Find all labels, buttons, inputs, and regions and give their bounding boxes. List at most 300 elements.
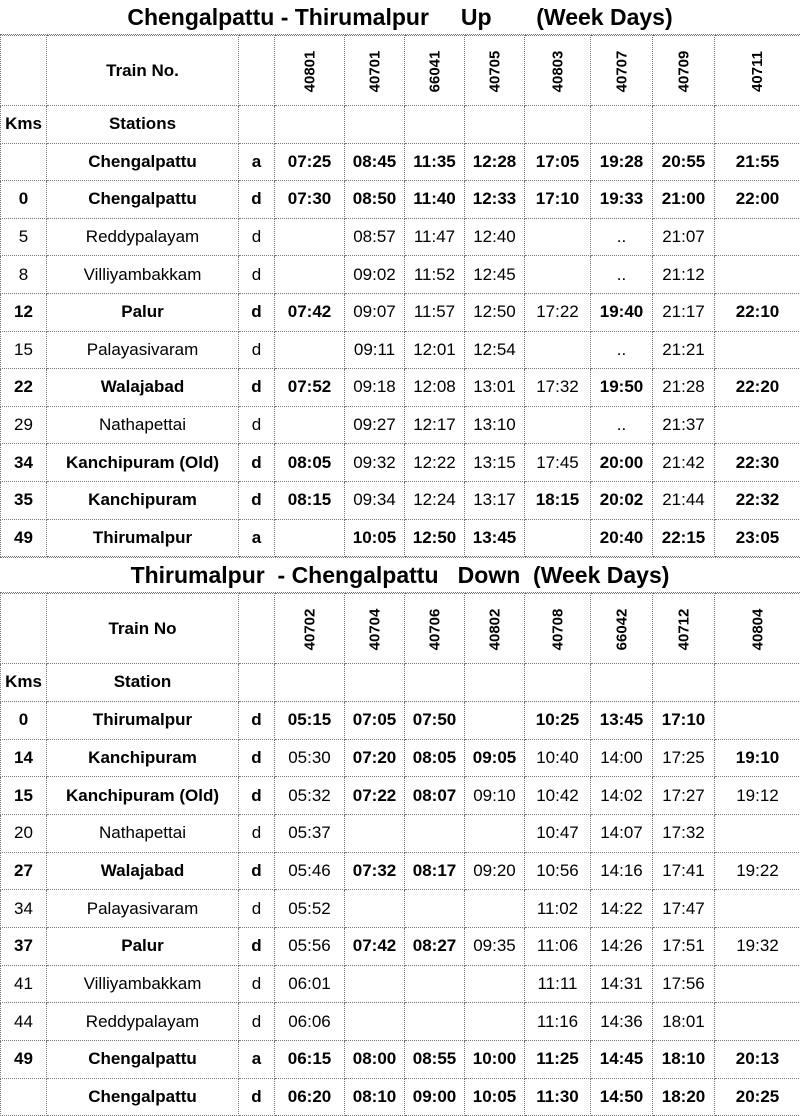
time-cell — [715, 890, 800, 928]
km-cell: 14 — [1, 739, 47, 777]
station-row — [1, 1003, 800, 1041]
time-cell — [465, 890, 525, 928]
km-cell: 8 — [1, 256, 47, 294]
time-cell: 17:10 — [653, 701, 715, 739]
time-cell: 19:12 — [715, 777, 800, 815]
km-cell: 27 — [1, 852, 47, 890]
blank-cell — [345, 106, 405, 144]
blank-cell — [465, 664, 525, 702]
corner-cell — [1, 36, 47, 106]
time-cell: 08:00 — [345, 1041, 405, 1079]
time-cell: 08:05 — [275, 444, 345, 482]
time-cell — [715, 218, 800, 256]
blank-cell — [275, 664, 345, 702]
train-number: 40801 — [301, 50, 318, 92]
time-cell: 17:22 — [525, 293, 591, 331]
time-cell — [715, 256, 800, 294]
time-cell: 17:32 — [525, 369, 591, 407]
time-cell: 09:34 — [345, 481, 405, 519]
station-row — [1, 777, 800, 815]
time-cell: 12:24 — [405, 481, 465, 519]
train-number-cell — [345, 36, 405, 106]
arrival-departure-flag: d — [239, 406, 275, 444]
time-cell: 05:37 — [275, 814, 345, 852]
station-row — [1, 519, 800, 557]
arrival-departure-flag: d — [239, 218, 275, 256]
time-cell: 11:11 — [525, 965, 591, 1003]
km-cell — [1, 1078, 47, 1116]
arrival-departure-flag: d — [239, 890, 275, 928]
time-cell — [345, 890, 405, 928]
time-cell: 12:50 — [405, 519, 465, 557]
time-cell: 17:45 — [525, 444, 591, 482]
stations-header: Station — [47, 664, 239, 702]
time-cell: 18:15 — [525, 481, 591, 519]
time-cell: .. — [591, 218, 653, 256]
time-cell: 17:32 — [653, 814, 715, 852]
time-cell: 14:02 — [591, 777, 653, 815]
time-cell: 13:15 — [465, 444, 525, 482]
time-cell — [275, 218, 345, 256]
time-cell: 10:05 — [465, 1078, 525, 1116]
arrival-departure-flag: d — [239, 481, 275, 519]
train-number: 40711 — [749, 51, 766, 92]
km-cell: 15 — [1, 331, 47, 369]
time-cell: 17:51 — [653, 927, 715, 965]
time-cell: 08:50 — [345, 181, 405, 219]
arrival-departure-flag: d — [239, 444, 275, 482]
time-cell: 07:52 — [275, 369, 345, 407]
time-cell: 11:40 — [405, 181, 465, 219]
time-cell: 12:01 — [405, 331, 465, 369]
stations-header: Stations — [47, 106, 239, 144]
time-cell: 12:33 — [465, 181, 525, 219]
time-cell: 13:45 — [465, 519, 525, 557]
time-cell: 21:17 — [653, 293, 715, 331]
station-name: Walajabad — [47, 852, 239, 890]
station-name: Kanchipuram — [47, 739, 239, 777]
station-name: Villiyambakkam — [47, 256, 239, 294]
time-cell — [525, 519, 591, 557]
station-name: Nathapettai — [47, 406, 239, 444]
time-cell: 08:55 — [405, 1041, 465, 1079]
time-cell: 21:12 — [653, 256, 715, 294]
time-cell — [715, 965, 800, 1003]
time-cell: 14:16 — [591, 852, 653, 890]
time-cell: 11:35 — [405, 143, 465, 181]
time-cell: 17:05 — [525, 143, 591, 181]
time-cell: 11:52 — [405, 256, 465, 294]
train-number: 40704 — [366, 608, 383, 650]
time-cell: 09:35 — [465, 927, 525, 965]
km-cell: 20 — [1, 814, 47, 852]
time-cell: 09:27 — [345, 406, 405, 444]
blank-cell — [405, 106, 465, 144]
time-cell: 12:08 — [405, 369, 465, 407]
time-cell: 17:56 — [653, 965, 715, 1003]
time-cell: 07:42 — [275, 293, 345, 331]
blank-cell — [715, 106, 800, 144]
blank-cell — [239, 36, 275, 106]
time-cell: 05:32 — [275, 777, 345, 815]
time-cell: 12:50 — [465, 293, 525, 331]
train-number-cell — [275, 594, 345, 664]
station-row — [1, 444, 800, 482]
station-name: Palayasivaram — [47, 331, 239, 369]
up-section-title: Chengalpattu - Thirumalpur Up (Week Days) — [0, 0, 800, 35]
time-cell — [465, 1003, 525, 1041]
kms-header: Kms — [1, 106, 47, 144]
time-cell — [405, 890, 465, 928]
station-row — [1, 1078, 800, 1116]
time-cell: 07:32 — [345, 852, 405, 890]
time-cell: 14:22 — [591, 890, 653, 928]
down-section-title: Thirumalpur - Chengalpattu Down (Week Days) — [0, 557, 800, 593]
train-number-row — [1, 594, 800, 664]
time-cell: 07:30 — [275, 181, 345, 219]
station-name: Thirumalpur — [47, 519, 239, 557]
time-cell: 10:56 — [525, 852, 591, 890]
blank-cell — [591, 106, 653, 144]
station-name: Chengalpattu — [47, 1078, 239, 1116]
time-cell: 12:40 — [465, 218, 525, 256]
station-row — [1, 369, 800, 407]
station-row — [1, 406, 800, 444]
station-name: Kanchipuram — [47, 481, 239, 519]
down-timetable — [0, 593, 800, 1116]
train-number: 40701 — [366, 50, 383, 92]
train-number-cell — [465, 594, 525, 664]
train-number-cell — [525, 594, 591, 664]
station-name: Chengalpattu — [47, 181, 239, 219]
time-cell — [465, 701, 525, 739]
km-cell: 49 — [1, 519, 47, 557]
train-number: 40708 — [549, 608, 566, 650]
train-number-cell — [591, 594, 653, 664]
time-cell: 11:06 — [525, 927, 591, 965]
time-cell — [715, 331, 800, 369]
time-cell — [405, 814, 465, 852]
km-cell: 49 — [1, 1041, 47, 1079]
km-cell — [1, 143, 47, 181]
time-cell: 11:25 — [525, 1041, 591, 1079]
time-cell: 07:05 — [345, 701, 405, 739]
station-name: Palur — [47, 293, 239, 331]
arrival-departure-flag: d — [239, 777, 275, 815]
time-cell: 08:15 — [275, 481, 345, 519]
time-cell: 14:00 — [591, 739, 653, 777]
time-cell: 21:42 — [653, 444, 715, 482]
station-name: Reddypalayam — [47, 1003, 239, 1041]
time-cell: 17:41 — [653, 852, 715, 890]
time-cell — [405, 1003, 465, 1041]
time-cell: 08:07 — [405, 777, 465, 815]
time-cell — [275, 519, 345, 557]
arrival-departure-flag: d — [239, 701, 275, 739]
km-cell: 44 — [1, 1003, 47, 1041]
station-row — [1, 218, 800, 256]
blank-cell — [525, 106, 591, 144]
time-cell: 05:52 — [275, 890, 345, 928]
time-cell: 05:15 — [275, 701, 345, 739]
time-cell: 20:13 — [715, 1041, 800, 1079]
time-cell: 10:25 — [525, 701, 591, 739]
train-number: 66042 — [613, 608, 630, 650]
time-cell — [345, 965, 405, 1003]
time-cell — [275, 406, 345, 444]
time-cell: 07:42 — [345, 927, 405, 965]
arrival-departure-flag: d — [239, 814, 275, 852]
blank-cell — [715, 664, 800, 702]
train-no-label: Train No. — [47, 36, 239, 106]
time-cell: 08:45 — [345, 143, 405, 181]
km-cell: 0 — [1, 701, 47, 739]
arrival-departure-flag: d — [239, 181, 275, 219]
time-cell — [525, 256, 591, 294]
time-cell — [405, 965, 465, 1003]
time-cell: 14:50 — [591, 1078, 653, 1116]
station-name: Reddypalayam — [47, 218, 239, 256]
station-row — [1, 852, 800, 890]
time-cell: 21:44 — [653, 481, 715, 519]
time-cell: 18:01 — [653, 1003, 715, 1041]
time-cell: 18:20 — [653, 1078, 715, 1116]
time-cell: 13:45 — [591, 701, 653, 739]
time-cell: 12:45 — [465, 256, 525, 294]
arrival-departure-flag: d — [239, 293, 275, 331]
time-cell — [715, 701, 800, 739]
time-cell — [525, 406, 591, 444]
time-cell: 11:02 — [525, 890, 591, 928]
station-name: Kanchipuram (Old) — [47, 777, 239, 815]
train-number-row — [1, 36, 800, 106]
time-cell: 08:10 — [345, 1078, 405, 1116]
time-cell: 08:05 — [405, 739, 465, 777]
train-number-cell — [465, 36, 525, 106]
time-cell: 05:56 — [275, 927, 345, 965]
time-cell: 09:10 — [465, 777, 525, 815]
station-row — [1, 143, 800, 181]
time-cell: 09:00 — [405, 1078, 465, 1116]
station-row — [1, 481, 800, 519]
time-cell: 17:25 — [653, 739, 715, 777]
train-number: 66041 — [426, 50, 443, 92]
time-cell: 10:47 — [525, 814, 591, 852]
station-row — [1, 814, 800, 852]
time-cell — [715, 1003, 800, 1041]
time-cell: 22:32 — [715, 481, 800, 519]
time-cell: 08:17 — [405, 852, 465, 890]
arrival-departure-flag: d — [239, 852, 275, 890]
time-cell: 11:16 — [525, 1003, 591, 1041]
time-cell: 18:10 — [653, 1041, 715, 1079]
train-number: 40707 — [613, 50, 630, 92]
station-name: Villiyambakkam — [47, 965, 239, 1003]
arrival-departure-flag: a — [239, 143, 275, 181]
time-cell: 20:02 — [591, 481, 653, 519]
station-row — [1, 701, 800, 739]
train-number-cell — [591, 36, 653, 106]
time-cell: .. — [591, 406, 653, 444]
time-cell: 22:10 — [715, 293, 800, 331]
time-cell: 09:11 — [345, 331, 405, 369]
time-cell: 06:01 — [275, 965, 345, 1003]
blank-cell — [653, 106, 715, 144]
km-cell: 34 — [1, 444, 47, 482]
train-number-cell — [405, 36, 465, 106]
column-header-row — [1, 664, 800, 702]
time-cell: 11:30 — [525, 1078, 591, 1116]
time-cell: 14:07 — [591, 814, 653, 852]
time-cell: 10:05 — [345, 519, 405, 557]
time-cell: 19:28 — [591, 143, 653, 181]
time-cell: 13:17 — [465, 481, 525, 519]
station-row — [1, 890, 800, 928]
station-row — [1, 181, 800, 219]
time-cell: 21:28 — [653, 369, 715, 407]
blank-cell — [525, 664, 591, 702]
time-cell: 07:22 — [345, 777, 405, 815]
km-cell: 15 — [1, 777, 47, 815]
time-cell: 05:30 — [275, 739, 345, 777]
time-cell: 21:07 — [653, 218, 715, 256]
station-row — [1, 739, 800, 777]
time-cell: 08:57 — [345, 218, 405, 256]
time-cell — [465, 814, 525, 852]
station-row — [1, 293, 800, 331]
station-name: Chengalpattu — [47, 1041, 239, 1079]
blank-cell — [275, 106, 345, 144]
station-name: Kanchipuram (Old) — [47, 444, 239, 482]
station-name: Nathapettai — [47, 814, 239, 852]
time-cell — [465, 965, 525, 1003]
time-cell: 17:10 — [525, 181, 591, 219]
time-cell: 20:55 — [653, 143, 715, 181]
time-cell: 09:05 — [465, 739, 525, 777]
time-cell: 21:37 — [653, 406, 715, 444]
column-header-row — [1, 106, 800, 144]
km-cell: 5 — [1, 218, 47, 256]
time-cell: 09:32 — [345, 444, 405, 482]
time-cell: 19:40 — [591, 293, 653, 331]
time-cell: 19:50 — [591, 369, 653, 407]
time-cell: 22:15 — [653, 519, 715, 557]
time-cell: 12:28 — [465, 143, 525, 181]
station-name: Chengalpattu — [47, 143, 239, 181]
km-cell: 29 — [1, 406, 47, 444]
time-cell: 07:50 — [405, 701, 465, 739]
time-cell: 07:25 — [275, 143, 345, 181]
corner-cell — [1, 594, 47, 664]
time-cell: 20:00 — [591, 444, 653, 482]
arrival-departure-flag: d — [239, 965, 275, 1003]
time-cell: 12:17 — [405, 406, 465, 444]
time-cell: 22:30 — [715, 444, 800, 482]
time-cell: 21:55 — [715, 143, 800, 181]
time-cell: 17:47 — [653, 890, 715, 928]
time-cell: 06:15 — [275, 1041, 345, 1079]
time-cell: 07:20 — [345, 739, 405, 777]
station-row — [1, 1041, 800, 1079]
time-cell: 11:57 — [405, 293, 465, 331]
km-cell: 12 — [1, 293, 47, 331]
time-cell: 14:26 — [591, 927, 653, 965]
time-cell: 22:00 — [715, 181, 800, 219]
time-cell: 19:22 — [715, 852, 800, 890]
time-cell: 05:46 — [275, 852, 345, 890]
station-name: Walajabad — [47, 369, 239, 407]
arrival-departure-flag: a — [239, 1041, 275, 1079]
train-number: 40803 — [549, 50, 566, 92]
time-cell: 17:27 — [653, 777, 715, 815]
arrival-departure-flag: d — [239, 331, 275, 369]
time-cell: 06:06 — [275, 1003, 345, 1041]
km-cell: 37 — [1, 927, 47, 965]
time-cell: 14:36 — [591, 1003, 653, 1041]
time-cell: 20:40 — [591, 519, 653, 557]
time-cell: 22:20 — [715, 369, 800, 407]
up-timetable — [0, 35, 800, 557]
time-cell: 10:00 — [465, 1041, 525, 1079]
time-cell — [275, 256, 345, 294]
train-number: 40802 — [486, 608, 503, 650]
time-cell: 09:18 — [345, 369, 405, 407]
blank-cell — [405, 664, 465, 702]
station-name: Palur — [47, 927, 239, 965]
time-cell: 12:22 — [405, 444, 465, 482]
train-number: 40702 — [301, 608, 318, 650]
station-row — [1, 927, 800, 965]
train-number: 40804 — [749, 608, 766, 650]
time-cell: 19:10 — [715, 739, 800, 777]
time-cell — [345, 1003, 405, 1041]
time-cell: 06:20 — [275, 1078, 345, 1116]
time-cell: 12:54 — [465, 331, 525, 369]
time-cell: 21:21 — [653, 331, 715, 369]
train-number-cell — [653, 36, 715, 106]
train-number-cell — [715, 36, 800, 106]
km-cell: 41 — [1, 965, 47, 1003]
train-number-cell — [405, 594, 465, 664]
km-cell: 35 — [1, 481, 47, 519]
time-cell: 19:33 — [591, 181, 653, 219]
km-cell: 0 — [1, 181, 47, 219]
station-row — [1, 965, 800, 1003]
station-row — [1, 331, 800, 369]
station-name: Palayasivaram — [47, 890, 239, 928]
train-no-label: Train No — [47, 594, 239, 664]
train-number-cell — [715, 594, 800, 664]
blank-cell — [465, 106, 525, 144]
time-cell: 14:31 — [591, 965, 653, 1003]
arrival-departure-flag: d — [239, 739, 275, 777]
time-cell — [525, 218, 591, 256]
time-cell — [345, 814, 405, 852]
time-cell: .. — [591, 256, 653, 294]
time-cell: 19:32 — [715, 927, 800, 965]
blank-cell — [591, 664, 653, 702]
blank-cell — [653, 664, 715, 702]
time-cell: 10:42 — [525, 777, 591, 815]
station-name: Thirumalpur — [47, 701, 239, 739]
time-cell: 08:27 — [405, 927, 465, 965]
arrival-departure-flag: d — [239, 256, 275, 294]
train-number: 40705 — [486, 50, 503, 92]
time-cell — [715, 406, 800, 444]
train-number-cell — [653, 594, 715, 664]
train-number-cell — [525, 36, 591, 106]
kms-header: Kms — [1, 664, 47, 702]
